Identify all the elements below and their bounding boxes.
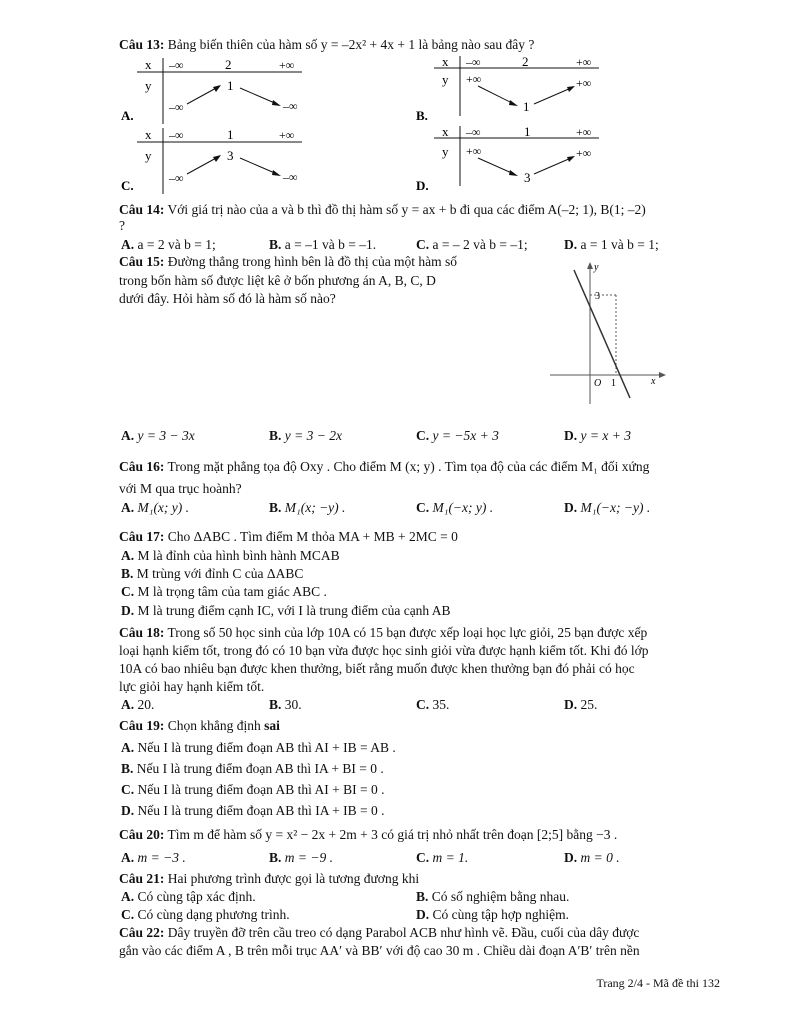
table-b-y: y (442, 72, 449, 87)
q14-option-d-label: D. (564, 237, 578, 252)
q13-stem (119, 37, 534, 53)
graph-y-label: y (594, 262, 599, 273)
table-a-yval: 1 (227, 78, 234, 93)
q14-text: Với giá trị nào của a và b thì đồ thị hàm số y = ax + b đi qua các điểm A(–2; 1), B(1; –2) (167, 202, 646, 217)
table-a-x: x (145, 57, 152, 72)
table-a-pinf: +∞ (279, 58, 295, 72)
q21-option-c-label: C. (121, 907, 135, 922)
q20-option-b[interactable] (269, 850, 333, 866)
table-a-yend: –∞ (283, 99, 298, 113)
q14-option-b[interactable] (269, 237, 376, 253)
q20-option-b-text: m = −9 . (284, 850, 333, 865)
q15-line-3: dưới đây. Hỏi hàm số đó là hàm số nào? (119, 291, 336, 306)
table-c-minf: –∞ (169, 128, 184, 142)
table-a-xval: 2 (225, 57, 232, 72)
q13-table-d (416, 124, 606, 199)
q18-option-c-label: C. (416, 697, 430, 712)
q17-stem (119, 529, 458, 545)
table-d-minf: –∞ (466, 125, 481, 139)
q15-option-d[interactable] (564, 428, 631, 444)
q21-option-b-label: B. (416, 889, 429, 904)
q16-option-b-label: B. (269, 500, 282, 515)
table-a-letter: A. (121, 108, 134, 123)
q19-option-a[interactable] (121, 740, 396, 756)
q16-label: Câu 16: (119, 459, 165, 474)
q13-label: Câu 13: (119, 37, 165, 52)
table-d-ystart: +∞ (466, 144, 482, 158)
q17-option-a-label: A. (121, 548, 135, 563)
q15-option-c[interactable] (416, 428, 499, 444)
q15-option-d-label: D. (564, 428, 578, 443)
q18-label: Câu 18: (119, 625, 165, 640)
q16-option-c[interactable] (416, 500, 493, 516)
q15-option-c-label: C. (416, 428, 430, 443)
q18-line-3: 10A có bao nhiêu bạn được khen thưởng, biết rằng muốn được khen thưởng bạn đó phải có học (119, 661, 635, 676)
table-d-yend: +∞ (576, 146, 592, 160)
q16-option-a[interactable] (121, 500, 189, 516)
table-d-letter: D. (416, 178, 429, 193)
q18-option-a-label: A. (121, 697, 135, 712)
q16-option-c-text: M₁(−x; y) . (432, 500, 494, 515)
q15-label: Câu 15: (119, 254, 165, 269)
q20-option-a[interactable] (121, 850, 186, 866)
q17-option-b[interactable] (121, 566, 303, 582)
q17-option-d-text: M là trung điểm cạnh IC, với I là trung điểm của cạnh AB (137, 603, 451, 618)
table-b-xval: 2 (522, 54, 529, 69)
table-c-xval: 1 (227, 127, 234, 142)
q19-option-b[interactable] (121, 761, 384, 777)
table-a-minf: –∞ (169, 58, 184, 72)
q19-option-b-text: Nếu I là trung điểm đoạn AB thì IA + BI = 0 . (136, 761, 384, 776)
q18-option-b-text: 30. (284, 697, 302, 712)
q18-option-c[interactable] (416, 697, 449, 713)
q21-option-b-text: Có số nghiệm bằng nhau. (431, 889, 570, 904)
table-b-yval: 1 (523, 99, 530, 114)
variation-table-a (119, 54, 309, 124)
q14-option-c-text: a = – 2 và b = –1; (432, 237, 528, 252)
q18-option-d-label: D. (564, 697, 578, 712)
table-d-y: y (442, 144, 449, 159)
q14-stem (119, 202, 646, 218)
q20-option-b-label: B. (269, 850, 282, 865)
q14-option-a-text: a = 2 và b = 1; (137, 237, 216, 252)
q17-option-a-text: M là đỉnh của hình bình hành MCAB (137, 548, 340, 563)
q14-option-d[interactable] (564, 237, 659, 253)
q17-option-b-label: B. (121, 566, 134, 581)
q22-text: Dây truyền đỡ trên cầu treo có dạng Parabol ACB như hình vẽ. Đầu, cuối của dây được (167, 925, 640, 940)
q15-option-a-text: y = 3 − 3x (137, 428, 195, 443)
q17-option-d[interactable] (121, 603, 451, 619)
q18-option-b-label: B. (269, 697, 282, 712)
q21-option-c-text: Có cùng dạng phương trình. (137, 907, 290, 922)
q19-option-b-label: B. (121, 761, 134, 776)
q21-text: Hai phương trình được gọi là tương đương khi (167, 871, 420, 886)
q17-option-c-text: M là trọng tâm của tam giác ABC . (137, 584, 327, 599)
variation-table-b (416, 54, 606, 124)
q22-stem-2: gắn vào các điểm A , B trên mỗi trục AA′ và BB′ với độ cao 30 m . Chiều dài đoạn A′B′ trên nền (119, 943, 640, 958)
q17-option-d-label: D. (121, 603, 135, 618)
q15-option-c-text: y = −5x + 3 (432, 428, 499, 443)
q14-option-c[interactable] (416, 237, 528, 253)
q20-option-c-label: C. (416, 850, 430, 865)
q21-option-d-text: Có cùng tập hợp nghiệm. (432, 907, 569, 922)
q18-line-2: loại hạnh kiểm tốt, trong đó có 10 bạn vừa được học sinh giỏi vừa được hạnh kiểm tốt. Khi đó lớp (119, 643, 649, 658)
table-a-y: y (145, 78, 152, 93)
variation-table-c (119, 124, 309, 194)
q17-option-a[interactable] (121, 548, 340, 564)
q19-option-d-label: D. (121, 803, 135, 818)
q14-option-a-label: A. (121, 237, 135, 252)
table-b-yend: +∞ (576, 76, 592, 90)
q17-option-c-label: C. (121, 584, 135, 599)
q15-line-2: trong bốn hàm số được liệt kê ở bốn phương án A, B, C, D (119, 273, 436, 288)
q14-option-b-text: a = –1 và b = –1. (284, 237, 377, 252)
q17-option-b-text: M trùng với đỉnh C của ΔABC (136, 566, 304, 581)
q18-option-a[interactable] (121, 697, 154, 713)
q17-option-c[interactable] (121, 584, 327, 600)
table-c-yval: 3 (227, 148, 234, 163)
table-c-letter: C. (121, 178, 134, 193)
q15-option-b[interactable] (269, 428, 342, 444)
q19-stem (119, 718, 280, 734)
q20-option-d[interactable] (564, 850, 620, 866)
table-b-letter: B. (416, 108, 428, 123)
q21-option-d[interactable] (416, 907, 569, 923)
q18-option-b[interactable] (269, 697, 302, 713)
q17-text: Cho ΔABC . Tìm điểm M thỏa MA + MB + 2MC = 0 (167, 529, 458, 544)
q16-stem-2: với M qua trục hoành? (119, 481, 242, 496)
q16-stem (119, 459, 649, 475)
q21-option-a-text: Có cùng tập xác định. (137, 889, 256, 904)
q19-option-d-text: Nếu I là trung điểm đoạn AB thì IA + IB = 0 . (137, 803, 385, 818)
table-d-xval: 1 (524, 124, 531, 139)
q21-option-a-label: A. (121, 889, 135, 904)
q18-line-4: lực giỏi hay hạnh kiểm tốt. (119, 679, 265, 694)
q15-option-a-label: A. (121, 428, 135, 443)
q15-option-d-text: y = x + 3 (580, 428, 631, 443)
q16-text: Trong mặt phẳng tọa độ Oxy . Cho điểm M (x; y) . Tìm tọa độ của các điểm M₁ đối xứng (167, 459, 650, 474)
q19-text: Chọn khẳng định (167, 718, 265, 733)
q14-option-c-label: C. (416, 237, 430, 252)
q21-option-c[interactable] (121, 907, 290, 923)
table-c-y: y (145, 148, 152, 163)
q16-option-a-label: A. (121, 500, 135, 515)
table-a-ystart: –∞ (169, 100, 184, 114)
q22-label: Câu 22: (119, 925, 165, 940)
table-c-pinf: +∞ (279, 128, 295, 142)
q22-stem (119, 925, 639, 941)
q19-option-a-text: Nếu I là trung điểm đoạn AB thì AI + IB = AB . (137, 740, 396, 755)
q20-option-d-label: D. (564, 850, 578, 865)
q19-option-d[interactable] (121, 803, 384, 819)
q21-label: Câu 21: (119, 871, 165, 886)
q16-option-b[interactable] (269, 500, 345, 516)
page-footer: Trang 2/4 - Mã đề thi 132 (596, 976, 720, 990)
table-d-x: x (442, 124, 449, 139)
q15-option-b-label: B. (269, 428, 282, 443)
q17-label: Câu 17: (119, 529, 165, 544)
q20-option-a-text: m = −3 . (137, 850, 186, 865)
q18-option-d[interactable] (564, 697, 597, 713)
q15-option-a[interactable] (121, 428, 195, 444)
graph-x-label: x (651, 376, 656, 387)
q20-option-a-label: A. (121, 850, 135, 865)
q19-option-c-text: Nếu I là trung điểm đoạn AB thì AI + BI = 0 . (137, 782, 385, 797)
table-b-pinf: +∞ (576, 55, 592, 69)
q21-option-d-label: D. (416, 907, 430, 922)
q20-label: Câu 20: (119, 827, 165, 842)
table-b-ystart: +∞ (466, 72, 482, 86)
table-d-pinf: +∞ (576, 125, 592, 139)
q20-stem (119, 827, 617, 843)
q16-option-c-label: C. (416, 500, 430, 515)
q14-label: Câu 14: (119, 202, 165, 217)
table-b-x: x (442, 54, 449, 69)
graph-three-label: 3 (595, 291, 600, 302)
q19-label: Câu 19: (119, 718, 165, 733)
q13-table-a (119, 54, 309, 129)
q13-text: Bảng biến thiên của hàm số y = –2x² + 4x + 1 là bảng nào sau đây ? (167, 37, 535, 52)
q18-stem-1 (119, 625, 647, 641)
q18-option-d-text: 25. (580, 697, 598, 712)
q14-option-b-label: B. (269, 237, 282, 252)
table-b-minf: –∞ (466, 55, 481, 69)
table-d-yval: 3 (524, 170, 531, 185)
table-c-ystart: –∞ (169, 171, 184, 185)
q16-option-d-text: M₁(−x; −y) . (580, 500, 651, 515)
q19-option-c[interactable] (121, 782, 384, 798)
graph-origin-label: O (594, 378, 602, 389)
table-c-yend: –∞ (283, 170, 298, 184)
q15-stem-1 (119, 254, 457, 270)
q20-option-c[interactable] (416, 850, 468, 866)
q13-table-c (119, 124, 309, 199)
q16-option-d[interactable] (564, 500, 650, 516)
q20-text: Tìm m để hàm số y = x² − 2x + 2m + 3 có giá trị nhỏ nhất trên đoạn [2;5] bằng −3 . (167, 827, 618, 842)
q15-line-1: Đường thẳng trong hình bên là đồ thị của một hàm số (167, 254, 458, 269)
q13-table-b (416, 54, 606, 129)
q19-bold: sai (264, 718, 280, 733)
q15-option-b-text: y = 3 − 2x (284, 428, 342, 443)
q21-option-a[interactable] (121, 889, 256, 905)
q16-option-a-text: M₁(x; y) . (137, 500, 190, 515)
q16-option-b-text: M₁(x; −y) . (284, 500, 346, 515)
q18-option-c-text: 35. (432, 697, 450, 712)
q21-option-b[interactable] (416, 889, 569, 905)
q16-option-d-label: D. (564, 500, 578, 515)
q19-option-c-label: C. (121, 782, 135, 797)
q18-option-a-text: 20. (137, 697, 155, 712)
q14-option-a[interactable] (121, 237, 216, 253)
q20-option-c-text: m = 1. (432, 850, 469, 865)
graph-one-label: 1 (611, 378, 616, 389)
line-graph (546, 258, 668, 404)
q14-option-d-text: a = 1 và b = 1; (580, 237, 659, 252)
q14-stem-2: ? (119, 218, 125, 233)
q20-option-d-text: m = 0 . (580, 850, 620, 865)
table-c-x: x (145, 127, 152, 142)
q18-line-1: Trong số 50 học sinh của lớp 10A có 15 bạn được xếp loại học lực giỏi, 25 bạn được xếp (167, 625, 648, 640)
q19-option-a-label: A. (121, 740, 135, 755)
variation-table-d (416, 124, 606, 194)
q21-stem (119, 871, 419, 887)
graph-line (574, 270, 630, 398)
q15-graph (546, 258, 668, 409)
